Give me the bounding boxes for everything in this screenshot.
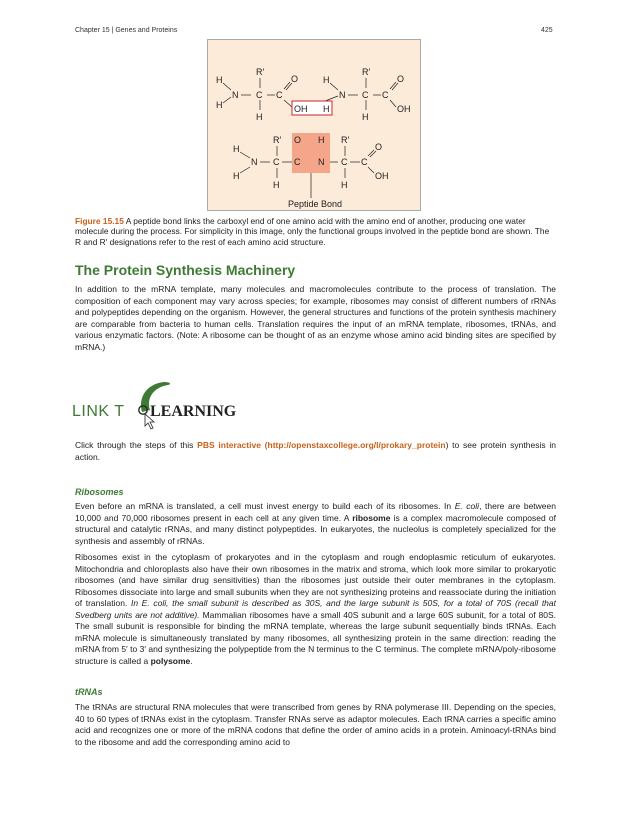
atom-c: C <box>382 90 389 100</box>
ribosomes-heading: Ribosomes <box>75 487 124 497</box>
text-run: is a complex macromolecule composed of structural and catalytic rRNAs, and many distinct polypeptides. In eukaryotes, the nucleolus is completely specialized for the synthesis and assembly of rRNAs. <box>75 512 557 546</box>
trnas-paragraph-1: The tRNAs are structural RNA molecules that were transcribed from genes by RNA polymerase III. Depending on the species, 40 to 60 types of tRNAs exist in the cytoplasm. Transfer RNAs serve as adaptor molecules. Each tRNA carries a specific amino acid and recognizes one or more of the mRNA codons that define the order of amino acids in a protein. Aminoacyl-tRNAs bind to the ribosome and add the corresponding amino acid to <box>75 702 556 747</box>
atom-oh: OH <box>294 104 308 114</box>
paren-open: ( <box>260 440 268 450</box>
atom-o: O <box>375 142 383 152</box>
atom-h: H <box>233 144 240 154</box>
atom-n: N <box>251 157 258 167</box>
atom-c: C <box>294 157 301 167</box>
trnas-heading: tRNAs <box>75 687 103 697</box>
atom-h: H <box>273 180 280 190</box>
atom-n: N <box>339 90 346 100</box>
figure-caption <box>75 216 557 247</box>
atom-r-prime: R′ <box>341 135 350 145</box>
atom-h: H <box>362 112 369 122</box>
atom-c: C <box>362 90 369 100</box>
atom-r-prime: R′ <box>256 67 265 77</box>
text-run: , there are between 10,000 and 70,000 ribosomes present in each cell at any given time. A <box>75 501 556 523</box>
atom-r-prime: R′ <box>273 135 282 145</box>
atom-o: O <box>291 74 299 84</box>
peptide-bond-label: Peptide Bond <box>287 199 343 209</box>
atom-c: C <box>276 90 283 100</box>
text-run: . <box>190 655 193 666</box>
link-to-learning-paragraph <box>75 440 556 463</box>
peptide-bond-figure <box>207 39 421 211</box>
term-polysome: polysome <box>150 655 191 666</box>
atom-c: C <box>341 157 348 167</box>
running-header-chapter: Chapter 15 | Genes and Proteins <box>75 27 178 34</box>
svedberg-italic: In E. coli, the small subunit is described as 30S, and the large subunit is 50S, for a total of 70S (recall that Svedberg units are not additive). <box>75 598 556 620</box>
atom-c: C <box>361 157 368 167</box>
pbs-interactive-url[interactable]: http://openstaxcollege.org/l/prokary_protein <box>267 440 446 450</box>
text-run: Ribosomes exist in the cytoplasm of prokaryotes and in the cytoplasm and rough endoplasmic reticulum of eukaryotes. Mitochondria and chloroplasts also have their own ribosomes in the matrix and stroma, which look more similar to prokaryotic ribosomes (and have similar drug sensitivities) than the ribosomes just outside their outer membranes in the cytoplasm. Ribosomes dissociate into large and small subunits when they are not synthesizing proteins and reassociate during the initiation of translation. <box>75 552 556 608</box>
peptide-bond-diagram <box>208 40 422 212</box>
section-heading: The Protein Synthesis Machinery <box>75 262 296 278</box>
pbs-interactive-link[interactable]: PBS interactive <box>197 440 261 450</box>
atom-c: C <box>256 90 263 100</box>
figure-label: Figure 15.15 <box>75 216 124 226</box>
ribosomes-paragraph-2 <box>75 552 556 667</box>
link-text-after: ) to see protein synthesis in action. <box>75 440 556 462</box>
text-run: Mammalian ribosomes have a small 40S subunit and a large 60S subunit, for a total of 80S. The small subunit is responsible for binding the mRNA template, whereas the large subunit sequentially binds tRNAs. Each mRNA molecule is simultaneously translated by many ribosomes, all synthesizing protein in the same direction: reading the mRNA from 5′ to 3′ and synthesizing the polypeptide from the N terminus to the C terminus. The complete mRNA/poly-ribosome structure is called a <box>75 609 556 666</box>
ribosomes-paragraph-1 <box>75 501 556 547</box>
atom-o: O <box>294 135 302 145</box>
term-ribosome: ribosome <box>352 512 391 523</box>
link-to-learning-logo <box>72 376 242 432</box>
atom-r-prime: R′ <box>362 67 371 77</box>
caption-text: A peptide bond links the carboxyl end of one amino acid with the amino end of another, producing one water molecule during the process. For simplicity in this image, only the functional groups involved in the peptide bond are shown. The R and R′ designations refer to the rest of each amino acid structure. <box>75 216 550 247</box>
atom-oh: OH <box>375 171 389 181</box>
text-run: Even before an mRNA is translated, a cell must invest energy to build each of its ribosomes. In <box>75 501 455 511</box>
atom-h: H <box>341 180 348 190</box>
atom-oh: OH <box>397 104 411 114</box>
logo-link-text: LINK T <box>72 403 125 420</box>
atom-o: O <box>397 74 405 84</box>
atom-h: H <box>216 75 223 85</box>
page-number: 425 <box>541 27 553 34</box>
atom-c: C <box>273 157 280 167</box>
atom-n: N <box>232 90 239 100</box>
atom-h: H <box>323 75 330 85</box>
atom-h: H <box>323 104 330 114</box>
atom-h: H <box>216 100 223 110</box>
logo-learning-text: LEARNING <box>150 403 237 420</box>
ecoli-italic: E. coli <box>454 501 480 511</box>
atom-h: H <box>233 171 240 181</box>
atom-h: H <box>256 112 263 122</box>
atom-n: N <box>318 157 325 167</box>
atom-h: H <box>318 135 325 145</box>
intro-paragraph: In addition to the mRNA template, many molecules and macromolecules contribute to the process of translation. The composition of each component may vary across species; for example, ribosomes may consist of different numbers of rRNAs and polypeptides depending on the organism. However, the general structures and functions of the protein synthesis machinery are comparable from bacteria to human cells. Translation requires the input of an mRNA template, ribosomes, tRNAs, and various enzymatic factors. (Note: A ribosome can be thought of as an enzyme whose amino acid binding sites are specified by mRNA.) <box>75 284 556 352</box>
link-text-before: Click through the steps of this <box>75 440 198 450</box>
